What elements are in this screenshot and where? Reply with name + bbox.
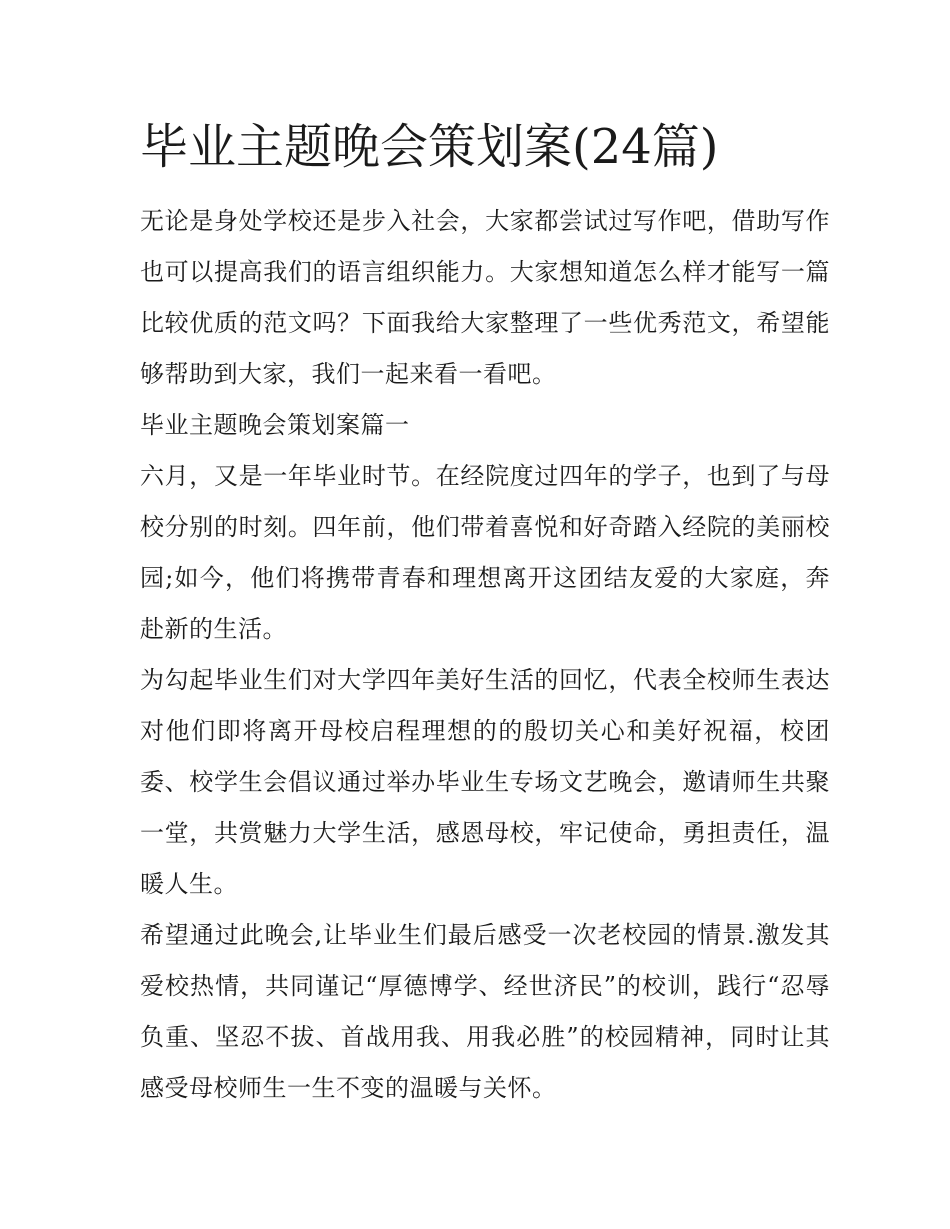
body-paragraph: 六月，又是一年毕业时节。在经院度过四年的学子，也到了与母校分别的时刻。四年前，他们带着喜悦和好奇踏入经院的美丽校园;如今，他们将携带青春和理想离开这团结友爱的大家庭，奔赴新的生活。 (140, 462, 830, 643)
document-title: 毕业主题晚会策划案(24篇) (140, 119, 719, 175)
section-heading: 毕业主题晚会策划案篇一 (140, 411, 410, 439)
intro-paragraph: 无论是身处学校还是步入社会，大家都尝试过写作吧，借助写作也可以提高我们的语言组织能力。大家想知道怎么样才能写一篇比较优质的范文吗？下面我给大家整理了一些优秀范文，希望能够帮助到大家，我们一起来看一看吧。 (140, 207, 830, 388)
body-paragraph: 希望通过此晚会,让毕业生们最后感受一次老校园的情景.激发其爱校热情，共同谨记“厚德博学、经世济民”的校训，践行“忍辱负重、坚忍不拔、首战用我、用我必胜”的校园精神，同时让其感受母校师生一生不变的温暖与关怀。 (140, 921, 830, 1102)
body-paragraph: 为勾起毕业生们对大学四年美好生活的回忆，代表全校师生表达对他们即将离开母校启程理想的的殷切关心和美好祝福，校团委、校学生会倡议通过举办毕业生专场文艺晚会，邀请师生共聚一堂，共赏魅力大学生活，感恩母校，牢记使命，勇担责任，温暖人生。 (140, 666, 830, 898)
document-body (140, 196, 830, 1114)
